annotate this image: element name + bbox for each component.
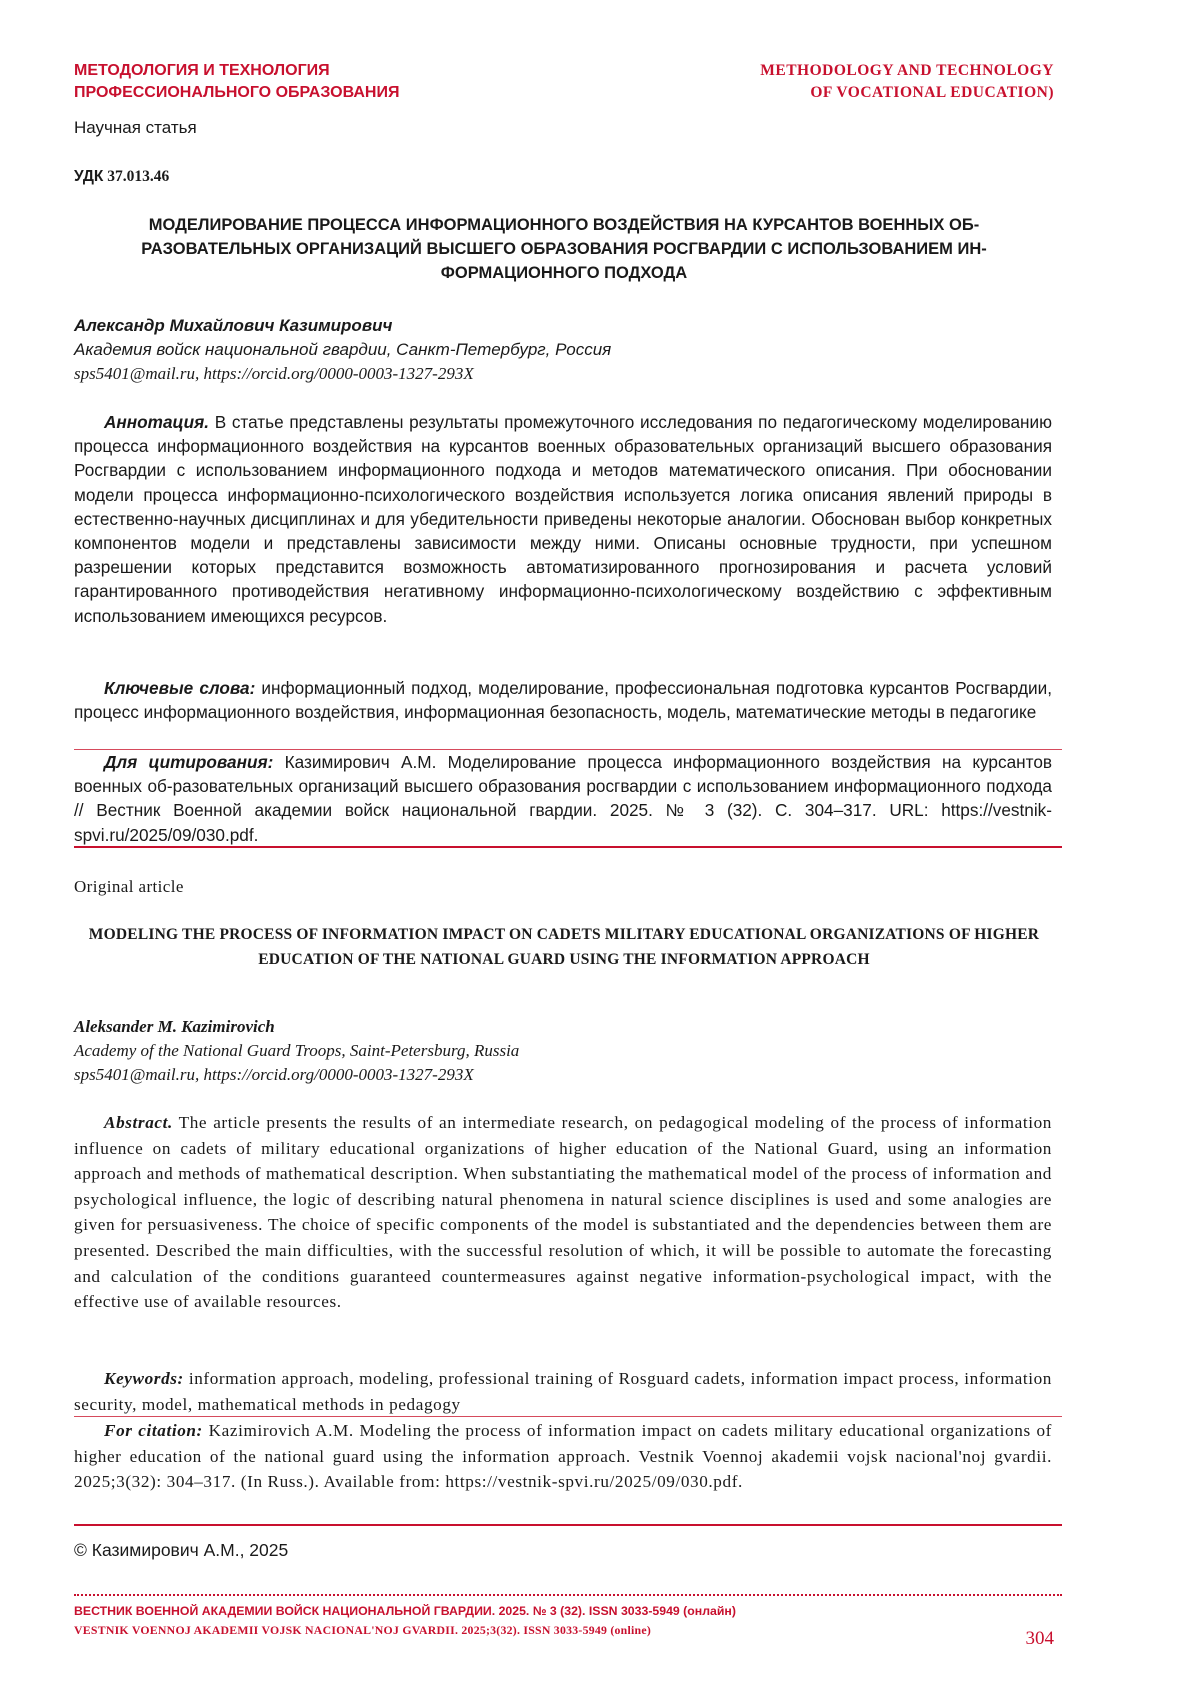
abstract-label-ru: Аннотация. — [104, 412, 210, 432]
keywords-text-ru: информационный подход, моделирование, профессиональная подготовка курсантов Росгвардии, процесс информационного воздействия, информационная безопасность, модель, математические методы в педагогике — [74, 678, 1052, 723]
running-header-right — [634, 60, 1054, 104]
header-right-line2: OF VOCATIONAL EDUCATION) — [810, 84, 1054, 101]
header-left-line2: ПРОФЕССИОНАЛЬНОГО ОБРАЗОВАНИЯ — [74, 84, 400, 101]
abstract-ru — [74, 410, 1052, 628]
abstract-en — [74, 1110, 1052, 1315]
footer-line-en: VESTNIK VOENNOJ AKADEMII VOJSK NACIONAL'NOJ GVARDII. 2025;3(32). ISSN 3033-5949 (online) — [74, 1623, 652, 1637]
keywords-ru — [74, 676, 1052, 724]
keywords-label-ru: Ключевые слова: — [104, 678, 256, 698]
abstract-text-ru: В статье представлены результаты промежуточного исследования по педагогическому моделированию процесса информационного воздействия на курсантов военных образовательных организаций высшего образования Росгвардии с использованием информационного подхода и методов математического описания. При обосновании модели процесса информационно-психологического воздействия используется логика описания явлений природы в естественно-научных дисциплинах и для убедительности приведены некоторые аналогии. Обоснован выбор конкретных компонентов модели и представлены зависимости между ними. Описаны основные трудности, при успешном разрешении которых представится возможность автоматизированного прогнозирования и расчета условий гарантированного противодействия негативному информационно-психологическому воздействию с эффективным использованием имеющихся ресурсов. — [74, 412, 1053, 626]
affiliation-ru: Академия войск национальной гвардии, Санкт-Петербург, Россия — [74, 340, 612, 359]
divider-citation-en — [74, 1524, 1062, 1526]
header-right-line1: METHODOLOGY AND TECHNOLOGY — [760, 62, 1054, 79]
divider-keywords-en — [74, 1416, 1062, 1417]
header-left-line1: МЕТОДОЛОГИЯ И ТЕХНОЛОГИЯ — [74, 62, 330, 79]
citation-text-ru: Казимирович А.М. Моделирование процесса информационного воздействия на курсантов военных об-разовательных организаций высшего образования росгвардии с использованием информационного подхода // Вестник Военной академии войск национальной гвардии. 2025. № 3 (32). С. 304–317. URL: https://vestnik-spvi.ru/2025/09/030.pdf. — [74, 752, 1053, 845]
keywords-label-en: Keywords: — [104, 1369, 184, 1388]
udk-label: УДК — [74, 168, 104, 185]
citation-text-en: Kazimirovich A.M. Modeling the process of information impact on cadets military educational organizations of higher education of the national guard using the information approach. Vestnik Voennoj akademii vojsk nacional'noj gvardii. 2025;3(32): 304–317. (In Russ.). Available from: https://vestnik-spvi.ru/2025/09/030.pdf. — [74, 1421, 1052, 1492]
affiliation-en: Academy of the National Guard Troops, Saint-Petersburg, Russia — [74, 1041, 520, 1060]
author-block-en — [74, 1015, 1054, 1087]
keywords-text-en: information approach, modeling, professional training of Rosguard cadets, information impact process, information security, model, mathematical methods in pedagogy — [74, 1369, 1052, 1414]
citation-en — [74, 1418, 1052, 1495]
udk — [74, 168, 169, 186]
title-en: MODELING THE PROCESS OF INFORMATION IMPACT ON CADETS MILITARY EDUCATIONAL ORGANIZATIONS OF HIGHER EDUCATION OF THE NATIONAL GUARD USING THE INFORMATION APPROACH — [88, 926, 1040, 968]
citation-label-en: For citation: — [104, 1421, 203, 1440]
article-type-ru: Научная статья — [74, 118, 197, 137]
abstract-text-en: The article presents the results of an intermediate research, on pedagogical modeling of the process of information influence on cadets of military educational organizations of higher education of the National Guard, using an information approach and methods of mathematical description. When substantiating the mathematical model of the process of information and psychological influence, the logic of describing natural phenomena in natural science disciplines is used and some analogies are given for persuasiveness. The choice of specific components of the model is substantiated and the dependencies between them are presented. Described the main difficulties, with the successful resolution of which, it will be possible to automate the forecasting and calculation of the conditions guaranteed countermeasures against negative information-psychological impact, with the effective use of available resources. — [74, 1113, 1052, 1312]
footer-line-ru: ВЕСТНИК ВОЕННОЙ АКАДЕМИИ ВОЙСК НАЦИОНАЛЬНОЙ ГВАРДИИ. 2025. № 3 (32). ISSN 3033-5949 (онлайн) — [74, 1604, 736, 1618]
copyright: © Казимирович А.М., 2025 — [74, 1540, 289, 1560]
divider-citation-ru — [74, 846, 1062, 848]
keywords-en — [74, 1366, 1052, 1417]
footer-dotted-rule — [74, 1594, 1062, 1596]
contact-en: sps5401@mail.ru, https://orcid.org/0000-0003-1327-293X — [74, 1065, 474, 1084]
author-name-en: Aleksander M. Kazimirovich — [74, 1017, 275, 1036]
running-header-left — [74, 60, 399, 104]
article-type-en: Original article — [74, 877, 184, 896]
title-ru: МОДЕЛИРОВАНИЕ ПРОЦЕССА ИНФОРМАЦИОННОГО ВОЗДЕЙСТВИЯ НА КУРСАНТОВ ВОЕННЫХ ОБ-РАЗОВАТЕЛЬНЫХ ОРГАНИЗАЦИЙ ВЫСШЕГО ОБРАЗОВАНИЯ РОСГВАРДИИ С ИСПОЛЬЗОВАНИЕМ ИН-ФОРМАЦИОННОГО ПОДХОДА — [141, 216, 987, 282]
citation-label-ru: Для цитирования: — [104, 752, 274, 772]
udk-value: 37.013.46 — [107, 168, 170, 185]
page-number: 304 — [1025, 1628, 1054, 1649]
citation-ru — [74, 750, 1052, 847]
contact-ru: sps5401@mail.ru, https://orcid.org/0000-0003-1327-293X — [74, 364, 474, 383]
author-block-ru — [74, 314, 1054, 386]
author-name-ru: Александр Михайлович Казимирович — [74, 316, 393, 335]
abstract-label-en: Abstract. — [104, 1113, 173, 1132]
